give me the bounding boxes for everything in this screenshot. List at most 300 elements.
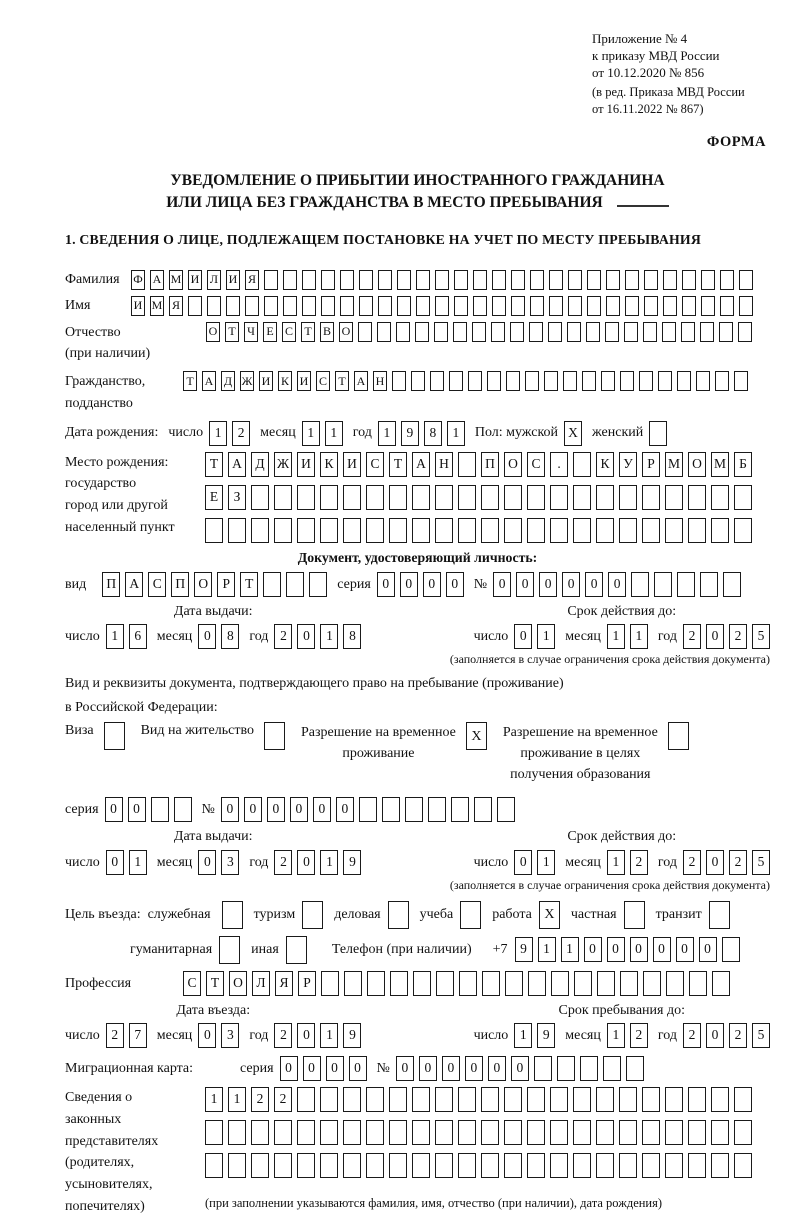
- char-box[interactable]: П: [102, 572, 120, 597]
- char-box[interactable]: [506, 371, 520, 391]
- char-box[interactable]: [297, 1153, 315, 1178]
- char-box[interactable]: [207, 296, 221, 316]
- char-box[interactable]: А: [354, 371, 368, 391]
- char-box[interactable]: [458, 1153, 476, 1178]
- char-box[interactable]: [644, 270, 658, 290]
- char-box[interactable]: Т: [389, 452, 407, 477]
- char-box[interactable]: К: [320, 452, 338, 477]
- char-box[interactable]: А: [150, 270, 164, 290]
- char-box[interactable]: Т: [301, 322, 315, 342]
- char-box[interactable]: [297, 485, 315, 510]
- char-box[interactable]: [663, 296, 677, 316]
- char-box[interactable]: Р: [642, 452, 660, 477]
- other-checkbox-cell[interactable]: [286, 936, 307, 964]
- char-box[interactable]: [573, 1087, 591, 1112]
- char-box[interactable]: [620, 971, 638, 996]
- char-box[interactable]: [601, 371, 615, 391]
- residence-permit-checkbox-cell[interactable]: [264, 722, 285, 750]
- char-box[interactable]: 5: [752, 624, 770, 649]
- char-box[interactable]: [665, 1087, 683, 1112]
- char-box[interactable]: [568, 270, 582, 290]
- char-box[interactable]: [665, 485, 683, 510]
- char-box[interactable]: 0: [297, 1023, 315, 1048]
- char-box[interactable]: [527, 1087, 545, 1112]
- char-box[interactable]: [245, 296, 259, 316]
- char-box[interactable]: [504, 518, 522, 543]
- char-box[interactable]: [549, 270, 563, 290]
- char-box[interactable]: 7: [129, 1023, 147, 1048]
- char-box[interactable]: [642, 518, 660, 543]
- char-box[interactable]: [389, 1153, 407, 1178]
- char-box[interactable]: [734, 518, 752, 543]
- female-checkbox-cell[interactable]: [649, 421, 667, 446]
- char-box[interactable]: 1: [129, 850, 147, 875]
- char-box[interactable]: [389, 485, 407, 510]
- char-box[interactable]: 0: [313, 797, 331, 822]
- char-box[interactable]: 2: [683, 1023, 701, 1048]
- char-box[interactable]: [416, 270, 430, 290]
- char-box[interactable]: [205, 1153, 223, 1178]
- char-box[interactable]: [696, 371, 710, 391]
- char-box[interactable]: [274, 485, 292, 510]
- char-box[interactable]: 0: [280, 1056, 298, 1081]
- char-box[interactable]: [662, 322, 676, 342]
- char-box[interactable]: 0: [297, 850, 315, 875]
- char-box[interactable]: [663, 270, 677, 290]
- char-box[interactable]: [681, 322, 695, 342]
- char-box[interactable]: [320, 1120, 338, 1145]
- char-box[interactable]: [492, 296, 506, 316]
- char-box[interactable]: М: [169, 270, 183, 290]
- char-box[interactable]: [624, 322, 638, 342]
- char-box[interactable]: [528, 971, 546, 996]
- char-box[interactable]: Д: [221, 371, 235, 391]
- char-box[interactable]: [551, 971, 569, 996]
- char-box[interactable]: [283, 296, 297, 316]
- char-box[interactable]: [505, 971, 523, 996]
- char-box[interactable]: [605, 322, 619, 342]
- char-box[interactable]: [573, 1120, 591, 1145]
- char-box[interactable]: И: [259, 371, 273, 391]
- char-box[interactable]: [174, 797, 192, 822]
- char-box[interactable]: [626, 1056, 644, 1081]
- char-box[interactable]: [688, 518, 706, 543]
- char-box[interactable]: [188, 296, 202, 316]
- char-box[interactable]: [689, 971, 707, 996]
- char-box[interactable]: [274, 518, 292, 543]
- char-box[interactable]: [472, 322, 486, 342]
- char-box[interactable]: [582, 371, 596, 391]
- char-box[interactable]: [619, 518, 637, 543]
- char-box[interactable]: [263, 572, 281, 597]
- char-box[interactable]: 0: [221, 797, 239, 822]
- char-box[interactable]: [738, 322, 752, 342]
- char-box[interactable]: [390, 971, 408, 996]
- char-box[interactable]: [435, 485, 453, 510]
- char-box[interactable]: [228, 518, 246, 543]
- char-box[interactable]: [459, 971, 477, 996]
- char-box[interactable]: [734, 1120, 752, 1145]
- char-box[interactable]: 9: [515, 937, 533, 962]
- char-box[interactable]: О: [206, 322, 220, 342]
- char-box[interactable]: [720, 270, 734, 290]
- char-box[interactable]: 0: [336, 797, 354, 822]
- char-box[interactable]: 2: [630, 850, 648, 875]
- char-box[interactable]: 3: [221, 850, 239, 875]
- char-box[interactable]: 0: [419, 1056, 437, 1081]
- char-box[interactable]: [251, 485, 269, 510]
- char-box[interactable]: [389, 518, 407, 543]
- char-box[interactable]: 0: [377, 572, 395, 597]
- char-box[interactable]: [343, 1087, 361, 1112]
- char-box[interactable]: [596, 1087, 614, 1112]
- char-box[interactable]: [411, 371, 425, 391]
- char-box[interactable]: [458, 1120, 476, 1145]
- char-box[interactable]: [359, 296, 373, 316]
- char-box[interactable]: [430, 371, 444, 391]
- char-box[interactable]: [377, 322, 391, 342]
- char-box[interactable]: [586, 322, 600, 342]
- char-box[interactable]: С: [148, 572, 166, 597]
- char-box[interactable]: [504, 1120, 522, 1145]
- char-box[interactable]: [492, 270, 506, 290]
- char-box[interactable]: 0: [539, 572, 557, 597]
- char-box[interactable]: [606, 270, 620, 290]
- char-box[interactable]: М: [665, 452, 683, 477]
- char-box[interactable]: [454, 296, 468, 316]
- char-box[interactable]: [504, 1087, 522, 1112]
- char-box[interactable]: [658, 371, 672, 391]
- char-box[interactable]: [619, 485, 637, 510]
- char-box[interactable]: [701, 270, 715, 290]
- temp-permit-checkbox-cell[interactable]: X: [466, 722, 487, 750]
- char-box[interactable]: Я: [245, 270, 259, 290]
- char-box[interactable]: [712, 971, 730, 996]
- char-box[interactable]: [396, 322, 410, 342]
- char-box[interactable]: [340, 270, 354, 290]
- char-box[interactable]: [274, 1153, 292, 1178]
- char-box[interactable]: [226, 296, 240, 316]
- char-box[interactable]: [642, 1153, 660, 1178]
- char-box[interactable]: М: [711, 452, 729, 477]
- char-box[interactable]: Ж: [274, 452, 292, 477]
- char-box[interactable]: 0: [585, 572, 603, 597]
- char-box[interactable]: [527, 1153, 545, 1178]
- char-box[interactable]: [596, 1120, 614, 1145]
- char-box[interactable]: 9: [537, 1023, 555, 1048]
- char-box[interactable]: [665, 1120, 683, 1145]
- char-box[interactable]: [435, 270, 449, 290]
- char-box[interactable]: С: [527, 452, 545, 477]
- char-box[interactable]: Ж: [240, 371, 254, 391]
- char-box[interactable]: 1: [320, 624, 338, 649]
- char-box[interactable]: Т: [183, 371, 197, 391]
- char-box[interactable]: [550, 485, 568, 510]
- char-box[interactable]: 8: [221, 624, 239, 649]
- char-box[interactable]: [366, 1153, 384, 1178]
- char-box[interactable]: [574, 971, 592, 996]
- char-box[interactable]: 0: [423, 572, 441, 597]
- char-box[interactable]: М: [150, 296, 164, 316]
- char-box[interactable]: [473, 270, 487, 290]
- char-box[interactable]: Я: [169, 296, 183, 316]
- char-box[interactable]: [701, 296, 715, 316]
- char-box[interactable]: И: [343, 452, 361, 477]
- char-box[interactable]: 9: [343, 850, 361, 875]
- char-box[interactable]: [619, 1120, 637, 1145]
- char-box[interactable]: [711, 1153, 729, 1178]
- char-box[interactable]: [412, 518, 430, 543]
- char-box[interactable]: [511, 296, 525, 316]
- char-box[interactable]: 1: [106, 624, 124, 649]
- char-box[interactable]: 0: [607, 937, 625, 962]
- char-box[interactable]: [677, 572, 695, 597]
- char-box[interactable]: [527, 518, 545, 543]
- char-box[interactable]: [603, 1056, 621, 1081]
- char-box[interactable]: В: [320, 322, 334, 342]
- char-box[interactable]: 2: [274, 1087, 292, 1112]
- char-box[interactable]: О: [688, 452, 706, 477]
- char-box[interactable]: 0: [128, 797, 146, 822]
- visa-checkbox-cell[interactable]: [104, 722, 125, 750]
- char-box[interactable]: 2: [232, 421, 250, 446]
- char-box[interactable]: 2: [251, 1087, 269, 1112]
- char-box[interactable]: [228, 1153, 246, 1178]
- char-box[interactable]: [548, 322, 562, 342]
- char-box[interactable]: 1: [537, 624, 555, 649]
- char-box[interactable]: Е: [205, 485, 223, 510]
- char-box[interactable]: П: [171, 572, 189, 597]
- char-box[interactable]: [491, 322, 505, 342]
- char-box[interactable]: [321, 971, 339, 996]
- char-box[interactable]: Н: [373, 371, 387, 391]
- char-box[interactable]: 0: [465, 1056, 483, 1081]
- char-box[interactable]: 1: [205, 1087, 223, 1112]
- transit-checkbox-cell[interactable]: [709, 901, 730, 929]
- char-box[interactable]: 2: [683, 850, 701, 875]
- char-box[interactable]: Т: [335, 371, 349, 391]
- char-box[interactable]: [682, 296, 696, 316]
- char-box[interactable]: 0: [198, 624, 216, 649]
- private-checkbox-cell[interactable]: [624, 901, 645, 929]
- char-box[interactable]: [534, 1056, 552, 1081]
- char-box[interactable]: [321, 270, 335, 290]
- char-box[interactable]: [435, 518, 453, 543]
- char-box[interactable]: 1: [561, 937, 579, 962]
- char-box[interactable]: 1: [607, 850, 625, 875]
- char-box[interactable]: 1: [228, 1087, 246, 1112]
- char-box[interactable]: [619, 1153, 637, 1178]
- char-box[interactable]: [544, 371, 558, 391]
- char-box[interactable]: [474, 797, 492, 822]
- char-box[interactable]: [389, 1087, 407, 1112]
- char-box[interactable]: Д: [251, 452, 269, 477]
- char-box[interactable]: [366, 1087, 384, 1112]
- char-box[interactable]: [435, 1153, 453, 1178]
- char-box[interactable]: 9: [343, 1023, 361, 1048]
- char-box[interactable]: [378, 296, 392, 316]
- char-box[interactable]: П: [481, 452, 499, 477]
- char-box[interactable]: [343, 1120, 361, 1145]
- char-box[interactable]: Ф: [131, 270, 145, 290]
- char-box[interactable]: [639, 371, 653, 391]
- char-box[interactable]: 0: [493, 572, 511, 597]
- char-box[interactable]: 0: [105, 797, 123, 822]
- char-box[interactable]: [286, 572, 304, 597]
- char-box[interactable]: [666, 971, 684, 996]
- char-box[interactable]: 2: [274, 624, 292, 649]
- char-box[interactable]: [510, 322, 524, 342]
- char-box[interactable]: [428, 797, 446, 822]
- char-box[interactable]: [711, 518, 729, 543]
- work-checkbox-cell[interactable]: X: [539, 901, 560, 929]
- char-box[interactable]: [644, 296, 658, 316]
- char-box[interactable]: [734, 1087, 752, 1112]
- char-box[interactable]: З: [228, 485, 246, 510]
- char-box[interactable]: [487, 371, 501, 391]
- char-box[interactable]: [722, 937, 740, 962]
- char-box[interactable]: Р: [217, 572, 235, 597]
- char-box[interactable]: [739, 270, 753, 290]
- char-box[interactable]: [302, 270, 316, 290]
- char-box[interactable]: 1: [538, 937, 556, 962]
- char-box[interactable]: [454, 270, 468, 290]
- char-box[interactable]: [297, 1120, 315, 1145]
- char-box[interactable]: [711, 1087, 729, 1112]
- char-box[interactable]: О: [194, 572, 212, 597]
- study-checkbox-cell[interactable]: [460, 901, 481, 929]
- char-box[interactable]: [550, 518, 568, 543]
- char-box[interactable]: [654, 572, 672, 597]
- char-box[interactable]: [573, 518, 591, 543]
- char-box[interactable]: 1: [447, 421, 465, 446]
- char-box[interactable]: 0: [267, 797, 285, 822]
- char-box[interactable]: [677, 371, 691, 391]
- char-box[interactable]: А: [412, 452, 430, 477]
- char-box[interactable]: [700, 322, 714, 342]
- char-box[interactable]: [359, 270, 373, 290]
- char-box[interactable]: И: [131, 296, 145, 316]
- char-box[interactable]: [397, 270, 411, 290]
- char-box[interactable]: [739, 296, 753, 316]
- char-box[interactable]: Л: [207, 270, 221, 290]
- char-box[interactable]: [643, 322, 657, 342]
- char-box[interactable]: [504, 485, 522, 510]
- char-box[interactable]: [458, 518, 476, 543]
- char-box[interactable]: 0: [442, 1056, 460, 1081]
- char-box[interactable]: [436, 971, 454, 996]
- char-box[interactable]: [367, 971, 385, 996]
- char-box[interactable]: [397, 296, 411, 316]
- char-box[interactable]: 1: [320, 1023, 338, 1048]
- char-box[interactable]: [643, 971, 661, 996]
- char-box[interactable]: 0: [706, 624, 724, 649]
- char-box[interactable]: 0: [290, 797, 308, 822]
- char-box[interactable]: [343, 1153, 361, 1178]
- char-box[interactable]: [688, 1087, 706, 1112]
- char-box[interactable]: 0: [584, 937, 602, 962]
- char-box[interactable]: [382, 797, 400, 822]
- char-box[interactable]: [596, 1153, 614, 1178]
- tourism-checkbox-cell[interactable]: [302, 901, 323, 929]
- char-box[interactable]: [587, 270, 601, 290]
- char-box[interactable]: [320, 518, 338, 543]
- char-box[interactable]: [665, 1153, 683, 1178]
- char-box[interactable]: [359, 797, 377, 822]
- char-box[interactable]: 1: [537, 850, 555, 875]
- char-box[interactable]: 3: [221, 1023, 239, 1048]
- char-box[interactable]: [302, 296, 316, 316]
- char-box[interactable]: У: [619, 452, 637, 477]
- char-box[interactable]: [228, 1120, 246, 1145]
- char-box[interactable]: [458, 1087, 476, 1112]
- char-box[interactable]: Е: [263, 322, 277, 342]
- char-box[interactable]: 2: [729, 624, 747, 649]
- char-box[interactable]: 0: [326, 1056, 344, 1081]
- char-box[interactable]: [481, 518, 499, 543]
- char-box[interactable]: [482, 971, 500, 996]
- char-box[interactable]: 0: [396, 1056, 414, 1081]
- char-box[interactable]: [412, 1120, 430, 1145]
- char-box[interactable]: [320, 1087, 338, 1112]
- char-box[interactable]: 0: [653, 937, 671, 962]
- char-box[interactable]: 0: [198, 1023, 216, 1048]
- char-box[interactable]: [527, 1120, 545, 1145]
- edu-permit-checkbox-cell[interactable]: [668, 722, 689, 750]
- char-box[interactable]: [473, 296, 487, 316]
- char-box[interactable]: [720, 296, 734, 316]
- char-box[interactable]: [205, 518, 223, 543]
- char-box[interactable]: И: [297, 452, 315, 477]
- char-box[interactable]: 1: [378, 421, 396, 446]
- char-box[interactable]: 2: [729, 1023, 747, 1048]
- char-box[interactable]: С: [183, 971, 201, 996]
- char-box[interactable]: С: [366, 452, 384, 477]
- char-box[interactable]: [567, 322, 581, 342]
- char-box[interactable]: [573, 1153, 591, 1178]
- char-box[interactable]: [343, 485, 361, 510]
- char-box[interactable]: 1: [514, 1023, 532, 1048]
- char-box[interactable]: К: [596, 452, 614, 477]
- char-box[interactable]: [321, 296, 335, 316]
- char-box[interactable]: [366, 1120, 384, 1145]
- char-box[interactable]: 0: [706, 850, 724, 875]
- char-box[interactable]: [625, 296, 639, 316]
- char-box[interactable]: 0: [516, 572, 534, 597]
- char-box[interactable]: Т: [240, 572, 258, 597]
- char-box[interactable]: И: [297, 371, 311, 391]
- official-checkbox-cell[interactable]: [222, 901, 243, 929]
- char-box[interactable]: [151, 797, 169, 822]
- char-box[interactable]: [389, 1120, 407, 1145]
- char-box[interactable]: 0: [297, 624, 315, 649]
- char-box[interactable]: 2: [106, 1023, 124, 1048]
- char-box[interactable]: [366, 518, 384, 543]
- char-box[interactable]: 6: [129, 624, 147, 649]
- char-box[interactable]: [563, 371, 577, 391]
- char-box[interactable]: [412, 1087, 430, 1112]
- char-box[interactable]: [682, 270, 696, 290]
- char-box[interactable]: [458, 452, 476, 477]
- char-box[interactable]: 0: [303, 1056, 321, 1081]
- char-box[interactable]: [481, 1120, 499, 1145]
- char-box[interactable]: [320, 485, 338, 510]
- char-box[interactable]: 8: [424, 421, 442, 446]
- char-box[interactable]: Я: [275, 971, 293, 996]
- char-box[interactable]: 0: [198, 850, 216, 875]
- char-box[interactable]: [557, 1056, 575, 1081]
- char-box[interactable]: 1: [320, 850, 338, 875]
